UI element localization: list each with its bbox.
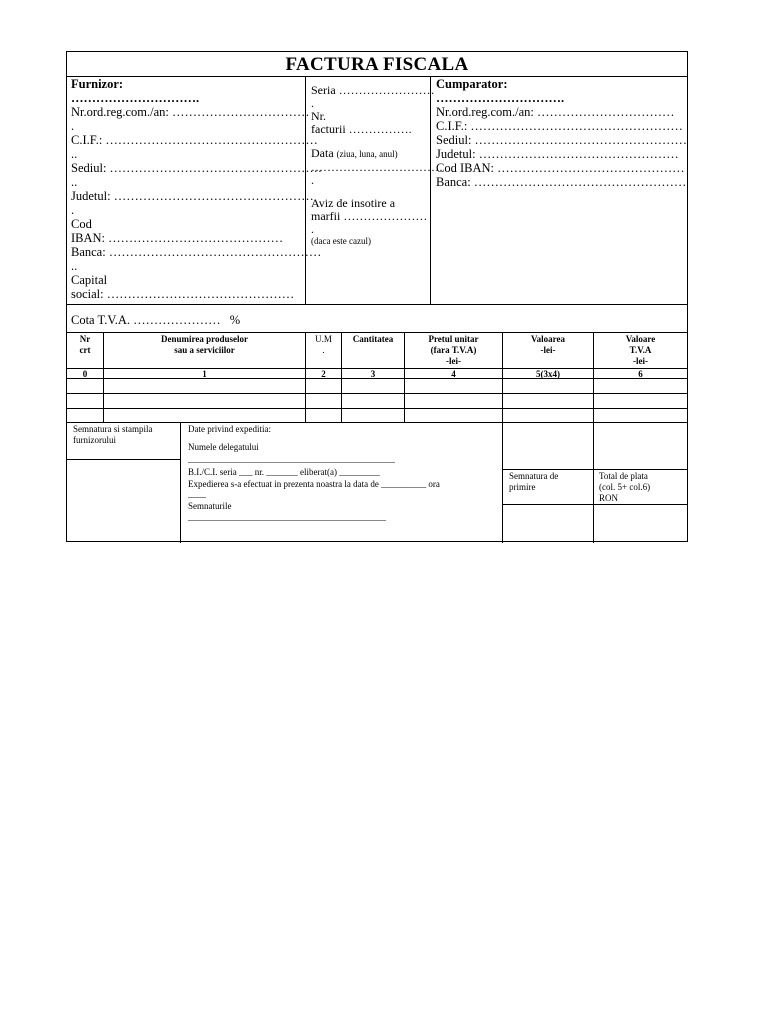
col-header-nr: Nr crt	[79, 334, 91, 355]
supplier-name-dots: ………………………….	[71, 91, 200, 105]
invoice-details	[311, 83, 443, 247]
col-number: 4	[451, 369, 456, 379]
buyer-field: Judetul: …………………………………………	[436, 147, 679, 161]
table-row	[67, 393, 687, 394]
col-number: 5(3x4)	[536, 369, 560, 379]
delegate-label: Numele delegatului	[188, 442, 259, 452]
divider	[502, 332, 503, 543]
supplier-field: .	[71, 119, 75, 133]
id-line: B.I./C.I. seria ___ nr. _______ eliberat(a) _________	[188, 467, 380, 477]
supplier-field: social: ………………………………………	[71, 287, 295, 301]
table-row	[67, 422, 687, 423]
buyer-field: Cod IBAN: ………………………………………	[436, 161, 685, 175]
supplier-field: .	[71, 203, 75, 217]
vat-rate-label: Cota T.V.A. …………………	[71, 313, 221, 327]
invoice-date-dots: ……………………………	[311, 160, 443, 174]
vat-rate	[71, 313, 240, 327]
invoice-aviz-dots: marfii …………………	[311, 209, 428, 223]
supplier-signature-label: Semnatura si stampila furnizorului	[73, 424, 153, 445]
supplier-field: C.I.F.: ……………………………………………	[71, 133, 318, 147]
supplier-field: ..	[71, 259, 78, 273]
buyer-field: C.I.F.: ……………………………………………	[436, 119, 683, 133]
supplier-field: ..	[71, 147, 78, 161]
invoice-aviz: Aviz de insotire a	[311, 196, 396, 210]
buyer-heading: Cumparator:	[436, 77, 508, 91]
invoice-number: facturii …………….	[311, 122, 412, 136]
buyer-field: Sediul: ……………………………………………	[436, 133, 688, 147]
invoice-aviz-dot: .	[311, 222, 314, 236]
col-number: 0	[82, 369, 88, 379]
divider	[502, 469, 687, 470]
invoice-serie: Seria ……………………	[311, 83, 435, 97]
divider	[180, 422, 181, 543]
expedition-title: Date privind expeditia:	[188, 424, 271, 434]
supplier-field: Sediul: ……………………………………………	[71, 161, 323, 175]
divider	[67, 459, 180, 460]
buyer-name-dots: ………………………….	[436, 91, 565, 105]
invoice-aviz-note: (daca este cazul)	[311, 236, 371, 246]
supplier-field: ..	[71, 175, 78, 189]
col-header-unit-price: Pretul unitar (fara T.V.A) -lei-	[428, 334, 479, 366]
col-number: 1	[202, 369, 207, 379]
buyer-field: Nr.ord.reg.com./an: ……………………………	[436, 105, 675, 119]
invoice-date-hint: (ziua, luna, anul)	[336, 149, 398, 159]
divider	[430, 76, 431, 304]
invoice-form	[66, 51, 688, 542]
supplier-field: Judetul: …………………………………………	[71, 189, 314, 203]
vat-rate-unit: %	[229, 313, 241, 327]
col-header-um: U.M .	[315, 334, 332, 355]
col-number: 3	[370, 369, 376, 379]
col-header-qty: Cantitatea	[352, 334, 394, 344]
receipt-signature-label: Semnatura de primire	[509, 471, 559, 492]
expedition-line: Expedierea s-a efectuat in prezenta noastra la data de __________ ora	[188, 479, 440, 489]
supplier-field: Banca: ……………………………………………	[71, 245, 322, 259]
delegate-line: ______________________________________________	[188, 454, 395, 464]
table-row	[67, 408, 687, 409]
buyer-field: Banca: ……………………………………………	[436, 175, 687, 189]
divider	[67, 332, 687, 333]
invoice-serie-dot: .	[311, 96, 314, 110]
expedition-line-end: ____	[188, 489, 206, 499]
supplier-heading: Furnizor:	[71, 77, 124, 91]
supplier-field: Nr.ord.reg.com./an: ……………………………	[71, 105, 310, 119]
invoice-date	[311, 147, 427, 161]
divider	[502, 504, 687, 505]
invoice-date-dot: .	[311, 173, 314, 187]
invoice-nr-label: Nr.	[311, 109, 326, 123]
supplier-field: Cod	[71, 217, 92, 231]
divider	[67, 378, 687, 379]
col-header-name: Denumirea produselor sau a serviciilor	[161, 334, 248, 355]
total-payment-label: Total de plata (col. 5+ col.6) RON	[599, 471, 651, 503]
col-header-value: Valoarea -lei-	[530, 334, 565, 355]
signatures-label: Semnaturile	[188, 501, 232, 511]
col-number: 6	[638, 369, 643, 379]
signatures-line: ____________________________________________	[188, 512, 386, 522]
form-title: FACTURA FISCALA	[285, 54, 469, 75]
buyer-block	[436, 77, 686, 189]
divider	[67, 304, 687, 305]
invoice-date-label: Data	[311, 146, 334, 160]
supplier-field: Capital	[71, 273, 108, 287]
col-number: 2	[321, 369, 326, 379]
col-header-vat-value: Valoare T.V.A -lei-	[625, 334, 656, 366]
supplier-field: IBAN: ……………………………………	[71, 231, 284, 245]
